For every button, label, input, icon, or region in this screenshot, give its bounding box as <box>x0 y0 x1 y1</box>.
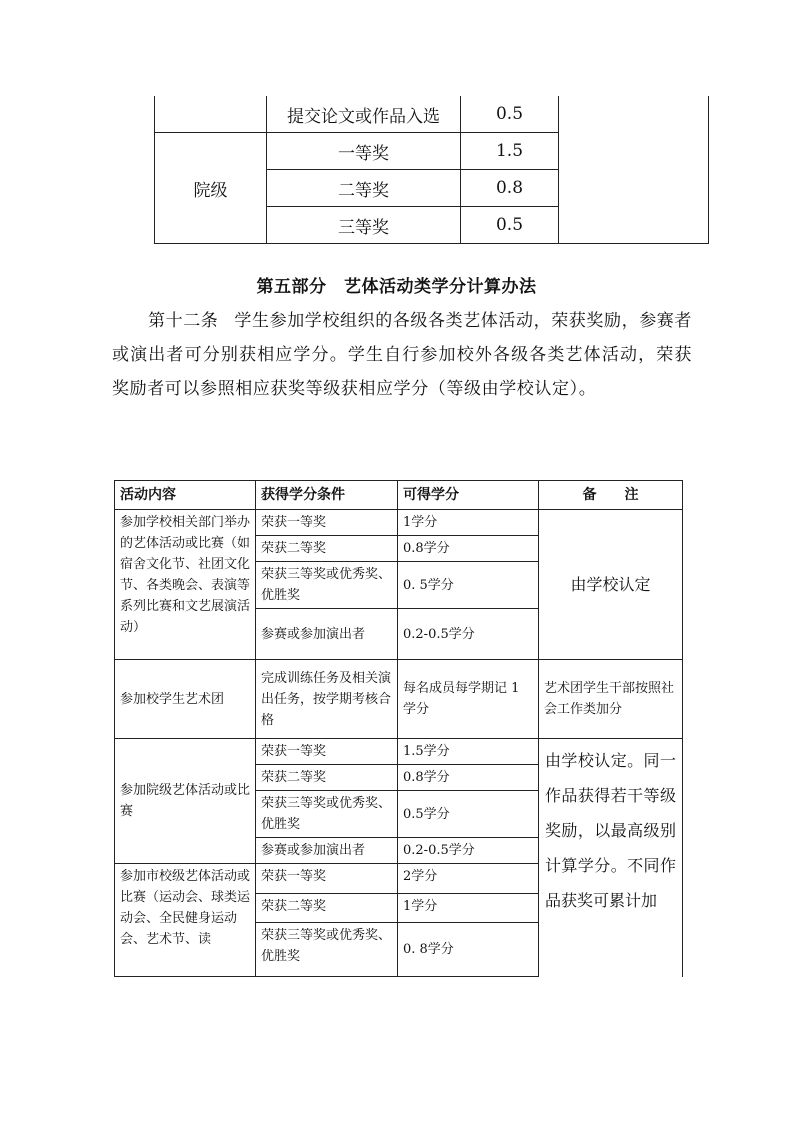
condition-cell: 荣获二等奖 <box>256 765 398 791</box>
table-cell: 三等奖 <box>267 207 461 244</box>
condition-cell: 完成训练任务及相关演出任务，按学期考核合格 <box>256 660 398 739</box>
credit-cell: 0.2-0.5学分 <box>398 609 539 660</box>
credit-cell: 0.2-0.5学分 <box>398 838 539 864</box>
credit-cell: 0.8学分 <box>398 536 539 562</box>
credit-cell: 0.8学分 <box>398 765 539 791</box>
condition-cell: 荣获三等奖或优秀奖、优胜奖 <box>256 562 398 609</box>
condition-cell: 荣获三等奖或优秀奖、优胜奖 <box>256 923 398 977</box>
table-cell: 0.5 <box>461 207 559 244</box>
credit-cell: 1学分 <box>398 510 539 536</box>
credit-cell: 1.5学分 <box>398 739 539 765</box>
activity-cell: 参加学校相关部门举办的艺体活动或比赛（如宿舍文化节、社团文化节、各类晚会、表演等系列比赛和文艺展演活动） <box>115 510 256 660</box>
article-text: 学生参加学校组织的各级各类艺体活动，荣获奖励，参赛者或演出者可分别获相应学分。学生自行参加校外各级各类艺体活动，荣获奖励者可以参照相应获奖等级获相应学分（等级由学校认定）。 <box>112 311 693 399</box>
header-cell: 获得学分条件 <box>256 481 398 510</box>
table-cell: 二等奖 <box>267 170 461 207</box>
table-cell: 一等奖 <box>267 133 461 170</box>
condition-cell: 荣获二等奖 <box>256 893 398 923</box>
note-cell: 由学校认定 <box>539 510 683 660</box>
activity-cell: 参加市校级艺体活动或比赛（运动会、球类运动会、全民健身运动会、艺术节、读 <box>115 864 256 977</box>
table-cell <box>559 96 709 244</box>
article-label: 第十二条 <box>148 311 219 331</box>
condition-cell: 荣获二等奖 <box>256 536 398 562</box>
condition-cell: 荣获三等奖或优秀奖、优胜奖 <box>256 791 398 838</box>
table-cell: 0.5 <box>461 96 559 133</box>
level-cell: 院级 <box>155 133 267 244</box>
credit-cell: 0. 5学分 <box>398 562 539 609</box>
credit-cell: 0.5学分 <box>398 791 539 838</box>
table-cell: 提交论文或作品入选 <box>267 96 461 133</box>
condition-cell: 荣获一等奖 <box>256 864 398 894</box>
award-credit-table-continued <box>154 96 709 244</box>
condition-cell: 参赛或参加演出者 <box>256 609 398 660</box>
condition-cell: 荣获一等奖 <box>256 739 398 765</box>
header-cell: 可得学分 <box>398 481 539 510</box>
table-cell: 1.5 <box>461 133 559 170</box>
note-cell: 由学校认定。同一作品获得若干等级奖励，以最高级别计算学分。不同作品获奖可累计加 <box>539 739 683 977</box>
table-cell <box>155 96 267 133</box>
condition-cell: 参赛或参加演出者 <box>256 838 398 864</box>
activity-cell: 参加院级艺体活动或比赛 <box>115 739 256 864</box>
table-cell: 0.8 <box>461 170 559 207</box>
arts-activity-credit-table <box>114 480 683 977</box>
section-title: 第五部分 艺体活动类学分计算办法 <box>256 277 537 297</box>
credit-cell: 2学分 <box>398 864 539 894</box>
credit-cell: 0. 8学分 <box>398 923 539 977</box>
article-paragraph <box>112 304 692 406</box>
header-cell: 备 注 <box>539 481 683 510</box>
credit-cell: 1学分 <box>398 893 539 923</box>
condition-cell: 荣获一等奖 <box>256 510 398 536</box>
header-cell: 活动内容 <box>115 481 256 510</box>
credit-cell: 每名成员每学期记 1 学分 <box>398 660 539 739</box>
note-cell: 艺术团学生干部按照社会工作类加分 <box>539 660 683 739</box>
activity-cell: 参加校学生艺术团 <box>115 660 256 739</box>
